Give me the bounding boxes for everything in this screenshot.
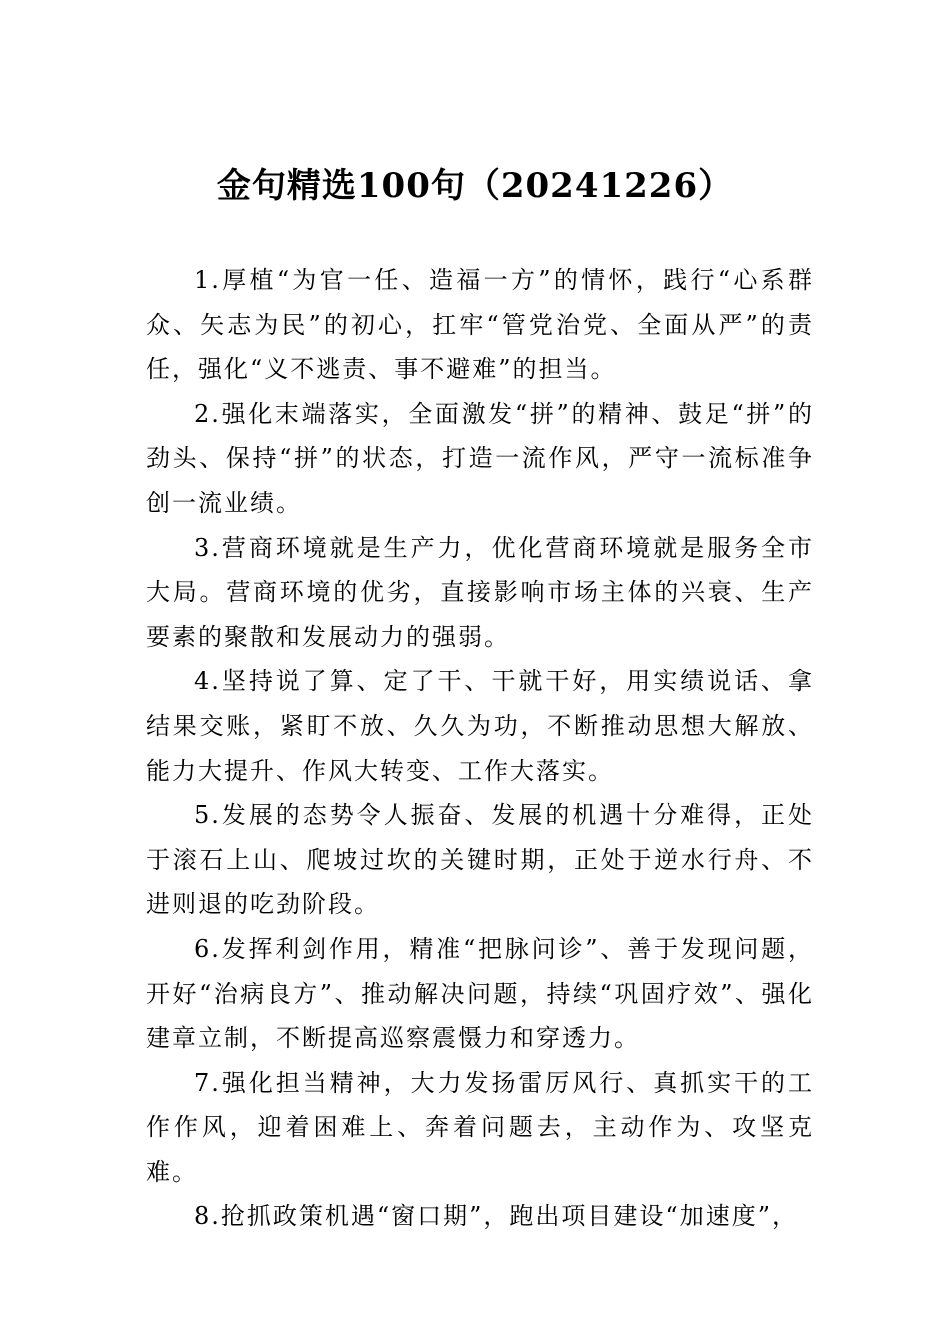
paragraph-3: 3.营商环境就是生产力，优化营商环境就是服务全市大局。营商环境的优劣，直接影响市场主体的兴衰、生产要素的聚散和发展动力的强弱。 <box>146 533 814 651</box>
paragraph-5: 5.发展的态势令人振奋、发展的机遇十分难得，正处于滚石上山、爬坡过坎的关键时期，正处于逆水行舟、不进则退的吃劲阶段。 <box>146 801 814 919</box>
paragraph-7: 7.强化担当精神，大力发扬雷厉风行、真抓实干的工作作风，迎着困难上、奔着问题去，主动作为、攻坚克难。 <box>146 1068 814 1186</box>
document-title: 金句精选100句（20241226） <box>216 166 734 206</box>
document-body <box>146 258 814 1239</box>
paragraph-6: 6.发挥利剑作用，精准“把脉问诊”、善于发现问题，开好“治病良方”、推动解决问题，持续“巩固疗效”、强化建章立制，不断提高巡察震慑力和穿透力。 <box>146 934 814 1053</box>
paragraph-8: 8.抢抓政策机遇“窗口期”，跑出项目建设“加速度”， <box>194 1202 798 1231</box>
paragraph-1: 1.厚植“为官一任、造福一方”的情怀，践行“心系群众、矢志为民”的初心，扛牢“管党治党、全面从严”的责任，强化“义不逃责、事不避难”的担当。 <box>146 266 814 384</box>
paragraph-4: 4.坚持说了算、定了干、干就干好，用实绩说话、拿结果交账，紧盯不放、久久为功，不断推动思想大解放、能力大提升、作风大转变、工作大落实。 <box>146 667 814 785</box>
paragraph-2: 2.强化末端落实，全面激发“拼”的精神、鼓足“拼”的劲头、保持“拼”的状态，打造一流作风，严守一流标准争创一流业绩。 <box>146 399 814 517</box>
